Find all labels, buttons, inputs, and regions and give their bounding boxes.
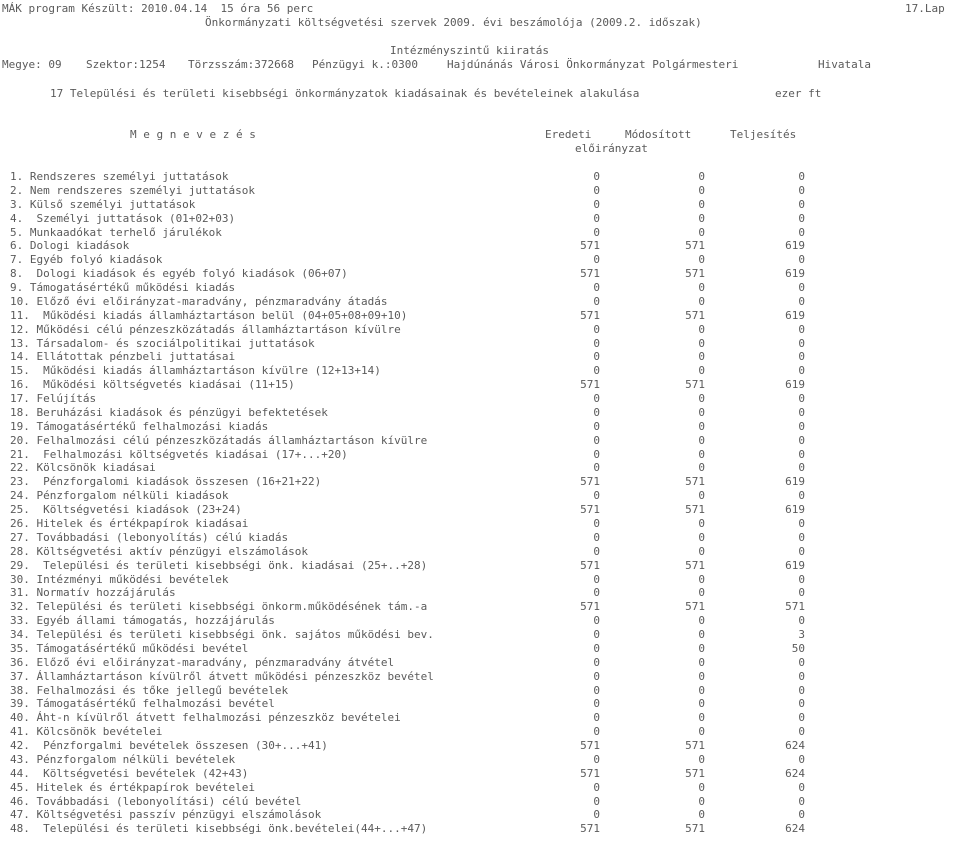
actual-value: 619 — [785, 503, 805, 517]
original-value: 0 — [593, 780, 600, 794]
table-row — [0, 628, 960, 642]
row-label: 19. Támogatásértékű felhalmozási kiadás — [10, 419, 269, 433]
table-row — [0, 406, 960, 420]
table-row — [0, 392, 960, 406]
modified-value: 571 — [685, 558, 705, 572]
row-label: 47. Költségvetési passzív pénzügyi elszámolások — [10, 808, 322, 822]
actual-value: 0 — [798, 794, 805, 808]
row-label: 18. Beruházási kiadások és pénzügyi befektetések — [10, 405, 328, 419]
column-header-modified: Módosított — [625, 128, 692, 141]
actual-value: 0 — [798, 350, 805, 364]
modified-value: 0 — [698, 294, 705, 308]
actual-value: 624 — [785, 822, 805, 836]
institution-name: Hajdúnánás Városi Önkormányzat Polgármesteri — [447, 58, 739, 71]
modified-value: 0 — [698, 350, 705, 364]
original-value: 571 — [580, 766, 600, 780]
actual-value: 619 — [785, 558, 805, 572]
row-label: 5. Munkaadókat terhelő járulékok — [10, 225, 222, 239]
table-row — [0, 239, 960, 253]
registry-number: Törzsszám:372668 — [188, 58, 294, 71]
modified-value: 0 — [698, 225, 705, 239]
actual-value: 0 — [798, 225, 805, 239]
table-row — [0, 420, 960, 434]
table-row — [0, 739, 960, 753]
actual-value: 0 — [798, 683, 805, 697]
actual-value: 3 — [798, 628, 805, 642]
modified-value: 0 — [698, 752, 705, 766]
actual-value: 0 — [798, 364, 805, 378]
table-row — [0, 614, 960, 628]
actual-value: 0 — [798, 253, 805, 267]
table-row — [0, 364, 960, 378]
original-value: 0 — [593, 294, 600, 308]
table-row — [0, 600, 960, 614]
table-row — [0, 378, 960, 392]
modified-value: 0 — [698, 281, 705, 295]
actual-value: 0 — [798, 461, 805, 475]
original-value: 0 — [593, 697, 600, 711]
row-label: 4. Személyi juttatások (01+02+03) — [10, 211, 236, 225]
table-row — [0, 184, 960, 198]
original-value: 0 — [593, 461, 600, 475]
row-label: 40. Áht-n kívülről átvett felhalmozási pénzeszköz bevételei — [10, 711, 401, 725]
row-label: 27. Továbbadási (lebonyolítás) célú kiadás — [10, 530, 289, 544]
modified-value: 571 — [685, 267, 705, 281]
table-row — [0, 226, 960, 240]
original-value: 0 — [593, 808, 600, 822]
table-row — [0, 684, 960, 698]
original-value: 0 — [593, 641, 600, 655]
original-value: 571 — [580, 475, 600, 489]
modified-value: 0 — [698, 614, 705, 628]
table-row — [0, 781, 960, 795]
actual-value: 619 — [785, 378, 805, 392]
actual-value: 0 — [798, 530, 805, 544]
row-label: 38. Felhalmozási és tőke jellegű bevételek — [10, 683, 289, 697]
table-row — [0, 212, 960, 226]
original-value: 0 — [593, 683, 600, 697]
modified-value: 0 — [698, 544, 705, 558]
row-label: 44. Költségvetési bevételek (42+43) — [10, 766, 249, 780]
modified-value: 0 — [698, 364, 705, 378]
original-value: 571 — [580, 558, 600, 572]
table-row — [0, 323, 960, 337]
actual-value: 0 — [798, 211, 805, 225]
actual-value: 624 — [785, 739, 805, 753]
row-label: 34. Települési és területi kisebbségi önk. sajátos működési bev. — [10, 628, 434, 642]
row-label: 32. Települési és területi kisebbségi önkorm.működésének tám.-a — [10, 600, 428, 614]
actual-value: 0 — [798, 281, 805, 295]
actual-value: 0 — [798, 405, 805, 419]
original-value: 571 — [580, 378, 600, 392]
row-label: 41. Kölcsönök bevételei — [10, 725, 163, 739]
modified-value: 0 — [698, 336, 705, 350]
modified-value: 0 — [698, 392, 705, 406]
table-row — [0, 559, 960, 573]
actual-value: 0 — [798, 711, 805, 725]
row-label: 10. Előző évi előirányzat-maradvány, pénzmaradvány átadás — [10, 294, 388, 308]
row-label: 39. Támogatásértékű felhalmozási bevétel — [10, 697, 275, 711]
original-value: 0 — [593, 211, 600, 225]
modified-value: 0 — [698, 461, 705, 475]
modified-value: 571 — [685, 822, 705, 836]
original-value: 0 — [593, 628, 600, 642]
program-line: MÁK program Készült: 2010.04.14 15 óra 56 perc — [2, 2, 314, 15]
modified-value: 0 — [698, 655, 705, 669]
row-label: 23. Pénzforgalomi kiadások összesen (16+21+22) — [10, 475, 322, 489]
row-label: 45. Hitelek és értékpapírok bevételei — [10, 780, 256, 794]
row-label: 7. Egyéb folyó kiadások — [10, 253, 163, 267]
original-value: 0 — [593, 794, 600, 808]
original-value: 0 — [593, 489, 600, 503]
actual-value: 624 — [785, 766, 805, 780]
row-label: 14. Ellátottak pénzbeli juttatásai — [10, 350, 236, 364]
original-value: 0 — [593, 433, 600, 447]
modified-value: 0 — [698, 197, 705, 211]
modified-value: 0 — [698, 211, 705, 225]
sector-code: Szektor:1254 — [86, 58, 166, 71]
original-value: 0 — [593, 419, 600, 433]
column-header-appropriation: előirányzat — [575, 142, 648, 155]
actual-value: 0 — [798, 433, 805, 447]
row-label: 16. Működési költségvetés kiadásai (11+15) — [10, 378, 295, 392]
original-value: 571 — [580, 503, 600, 517]
modified-value: 0 — [698, 725, 705, 739]
row-label: 20. Felhalmozási célú pénzeszközátadás államháztartáson kívülre — [10, 433, 428, 447]
column-header-actual: Teljesítés — [730, 128, 797, 141]
modified-value: 571 — [685, 503, 705, 517]
modified-value: 0 — [698, 530, 705, 544]
modified-value: 0 — [698, 517, 705, 530]
modified-value: 0 — [698, 572, 705, 586]
table-row — [0, 531, 960, 545]
original-value: 0 — [593, 725, 600, 739]
table-row — [0, 545, 960, 559]
modified-value: 0 — [698, 586, 705, 600]
original-value: 0 — [593, 322, 600, 336]
table-row — [0, 725, 960, 739]
table-row — [0, 573, 960, 587]
row-label: 2. Nem rendszeres személyi juttatások — [10, 183, 256, 197]
row-label: 1. Rendszeres személyi juttatások — [10, 170, 229, 183]
table-row — [0, 475, 960, 489]
original-value: 0 — [593, 572, 600, 586]
institution-office: Hivatala — [818, 58, 871, 71]
table-row — [0, 503, 960, 517]
column-header-name: M e g n e v e z é s — [130, 128, 256, 141]
row-label: 28. Költségvetési aktív pénzügyi elszámolások — [10, 544, 309, 558]
actual-value: 0 — [798, 322, 805, 336]
table-row — [0, 670, 960, 684]
modified-value: 571 — [685, 378, 705, 392]
actual-value: 0 — [798, 392, 805, 406]
actual-value: 0 — [798, 669, 805, 683]
table-row — [0, 642, 960, 656]
modified-value: 0 — [698, 808, 705, 822]
original-value: 0 — [593, 170, 600, 183]
modified-value: 0 — [698, 711, 705, 725]
original-value: 0 — [593, 586, 600, 600]
table-row — [0, 711, 960, 725]
original-value: 571 — [580, 822, 600, 836]
actual-value: 0 — [798, 447, 805, 461]
row-label: 46. Továbbadási (lebonyolítási) célú bevétel — [10, 794, 302, 808]
original-value: 0 — [593, 364, 600, 378]
table-row — [0, 656, 960, 670]
table-row — [0, 434, 960, 448]
original-value: 0 — [593, 614, 600, 628]
table-row — [0, 337, 960, 351]
modified-value: 0 — [698, 419, 705, 433]
page-number: 17.Lap — [905, 2, 945, 15]
table-row — [0, 350, 960, 364]
modified-value: 571 — [685, 308, 705, 322]
modified-value: 571 — [685, 600, 705, 614]
table-row — [0, 517, 960, 531]
table-row — [0, 753, 960, 767]
modified-value: 0 — [698, 405, 705, 419]
original-value: 571 — [580, 739, 600, 753]
report-title: Önkormányzati költségvetési szervek 2009. évi beszámolója (2009.2. időszak) — [205, 16, 702, 29]
section-title: 17 Települési és területi kisebbségi önkormányzatok kiadásainak és bevételeinek alakulása — [50, 87, 640, 100]
modified-value: 0 — [698, 447, 705, 461]
modified-value: 0 — [698, 641, 705, 655]
row-label: 37. Államháztartáson kívülről átvett működési pénzeszköz bevétel — [10, 669, 434, 683]
actual-value: 50 — [791, 641, 805, 655]
table-row — [0, 767, 960, 781]
modified-value: 0 — [698, 794, 705, 808]
original-value: 0 — [593, 281, 600, 295]
actual-value: 619 — [785, 267, 805, 281]
table-row — [0, 586, 960, 600]
row-label: 43. Pénzforgalom nélküli bevételek — [10, 752, 236, 766]
original-value: 0 — [593, 350, 600, 364]
row-label: 31. Normatív hozzájárulás — [10, 586, 176, 600]
original-value: 0 — [593, 517, 600, 530]
actual-value: 0 — [798, 572, 805, 586]
actual-value: 0 — [798, 517, 805, 530]
modified-value: 0 — [698, 628, 705, 642]
table-row — [0, 267, 960, 281]
actual-value: 619 — [785, 308, 805, 322]
actual-value: 619 — [785, 475, 805, 489]
row-label: 15. Működési kiadás államháztartáson kívülre (12+13+14) — [10, 364, 381, 378]
original-value: 0 — [593, 544, 600, 558]
original-value: 0 — [593, 336, 600, 350]
actual-value: 0 — [798, 752, 805, 766]
row-label: 25. Költségvetési kiadások (23+24) — [10, 503, 242, 517]
actual-value: 619 — [785, 239, 805, 253]
actual-value: 0 — [798, 419, 805, 433]
original-value: 0 — [593, 530, 600, 544]
modified-value: 0 — [698, 780, 705, 794]
actual-value: 0 — [798, 614, 805, 628]
row-label: 6. Dologi kiadások — [10, 239, 130, 253]
row-label: 17. Felújítás — [10, 392, 97, 406]
unit-label: ezer ft — [775, 87, 822, 100]
row-label: 26. Hitelek és értékpapírok kiadásai — [10, 517, 249, 530]
modified-value: 571 — [685, 239, 705, 253]
original-value: 0 — [593, 669, 600, 683]
actual-value: 0 — [798, 655, 805, 669]
row-label: 22. Kölcsönök kiadásai — [10, 461, 156, 475]
row-label: 35. Támogatásértékű működési bevétel — [10, 641, 249, 655]
table-row — [0, 448, 960, 462]
original-value: 0 — [593, 392, 600, 406]
row-label: 33. Egyéb állami támogatás, hozzájárulás — [10, 614, 275, 628]
actual-value: 0 — [798, 725, 805, 739]
actual-value: 0 — [798, 183, 805, 197]
modified-value: 571 — [685, 739, 705, 753]
actual-value: 0 — [798, 544, 805, 558]
row-label: 36. Előző évi előirányzat-maradvány, pénzmaradvány átvétel — [10, 655, 395, 669]
original-value: 571 — [580, 239, 600, 253]
row-label: 11. Működési kiadás államháztartáson belül (04+05+08+09+10) — [10, 308, 408, 322]
row-label: 48. Települési és területi kisebbségi önk.bevételei(44+...+47) — [10, 822, 428, 836]
modified-value: 571 — [685, 766, 705, 780]
row-label: 12. Működési célú pénzeszközátadás államháztartáson kívülre — [10, 322, 401, 336]
table-row — [0, 461, 960, 475]
original-value: 571 — [580, 600, 600, 614]
table-row — [0, 697, 960, 711]
actual-value: 0 — [798, 586, 805, 600]
print-level: Intézményszintű kiiratás — [390, 44, 549, 57]
actual-value: 0 — [798, 170, 805, 183]
original-value: 571 — [580, 308, 600, 322]
table-row — [0, 281, 960, 295]
original-value: 571 — [580, 267, 600, 281]
modified-value: 0 — [698, 433, 705, 447]
modified-value: 571 — [685, 475, 705, 489]
row-label: 8. Dologi kiadások és egyéb folyó kiadások (06+07) — [10, 267, 348, 281]
column-header-original: Eredeti — [545, 128, 592, 141]
original-value: 0 — [593, 183, 600, 197]
row-label: 13. Társadalom- és szociálpolitikai juttatások — [10, 336, 315, 350]
original-value: 0 — [593, 711, 600, 725]
table-row — [0, 170, 960, 184]
table-row — [0, 253, 960, 267]
row-label: 29. Települési és területi kisebbségi önk. kiadásai (25+..+28) — [10, 558, 428, 572]
table-row — [0, 795, 960, 809]
row-label: 24. Pénzforgalom nélküli kiadások — [10, 489, 229, 503]
modified-value: 0 — [698, 322, 705, 336]
actual-value: 0 — [798, 336, 805, 350]
modified-value: 0 — [698, 697, 705, 711]
table-row — [0, 808, 960, 822]
original-value: 0 — [593, 752, 600, 766]
actual-value: 0 — [798, 294, 805, 308]
row-label: 21. Felhalmozási költségvetés kiadásai (17+...+20) — [10, 447, 348, 461]
county-code: Megye: 09 — [2, 58, 62, 71]
account-code: Pénzügyi k.:0300 — [312, 58, 418, 71]
actual-value: 0 — [798, 489, 805, 503]
original-value: 0 — [593, 253, 600, 267]
modified-value: 0 — [698, 183, 705, 197]
table-row — [0, 309, 960, 323]
modified-value: 0 — [698, 489, 705, 503]
modified-value: 0 — [698, 669, 705, 683]
original-value: 0 — [593, 447, 600, 461]
table-row — [0, 198, 960, 212]
original-value: 0 — [593, 197, 600, 211]
actual-value: 0 — [798, 808, 805, 822]
original-value: 0 — [593, 405, 600, 419]
row-label: 30. Intézményi működési bevételek — [10, 572, 229, 586]
table-row — [0, 295, 960, 309]
modified-value: 0 — [698, 170, 705, 183]
row-label: 9. Támogatásértékű működési kiadás — [10, 281, 236, 295]
original-value: 0 — [593, 655, 600, 669]
modified-value: 0 — [698, 683, 705, 697]
original-value: 0 — [593, 225, 600, 239]
table-row — [0, 489, 960, 503]
actual-value: 0 — [798, 780, 805, 794]
table-row — [0, 822, 960, 836]
actual-value: 0 — [798, 197, 805, 211]
row-label: 42. Pénzforgalmi bevételek összesen (30+...+41) — [10, 739, 328, 753]
row-label: 3. Külső személyi juttatások — [10, 197, 196, 211]
modified-value: 0 — [698, 253, 705, 267]
actual-value: 571 — [785, 600, 805, 614]
actual-value: 0 — [798, 697, 805, 711]
